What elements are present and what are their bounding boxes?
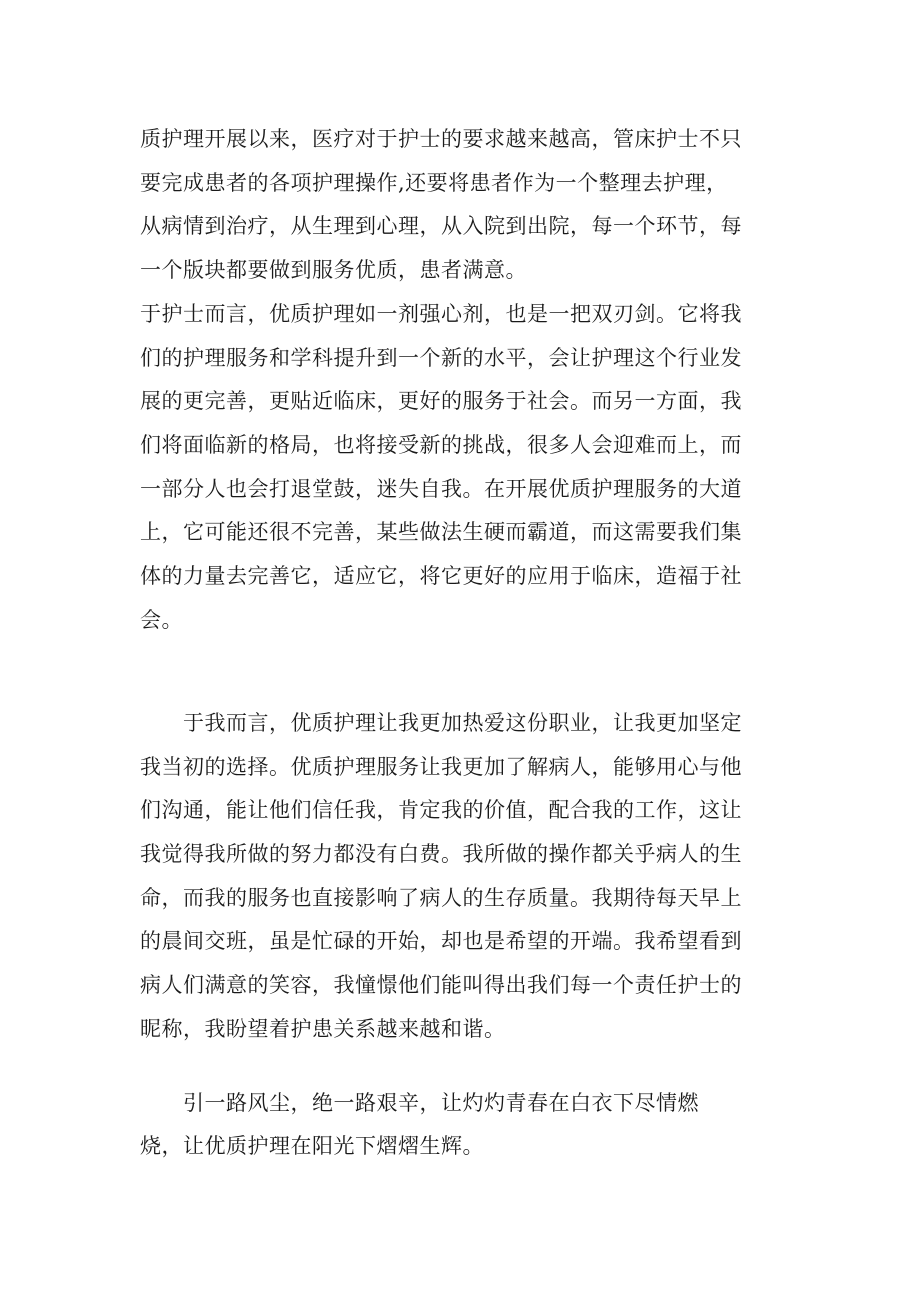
paragraph-for-me [140,702,785,1052]
text-line: 们的护理服务和学科提升到一个新的水平，会让护理这个行业发 [140,345,742,370]
text-line: 质护理开展以来，医疗对于护士的要求越来越高，管床护士不只 [140,127,742,151]
text-line: 烧，让优质护理在阳光下熠熠生辉。 [140,1134,484,1158]
text-line: 上，它可能还很不完善，某些做法生硬而霸道，而这需要我们集 [140,520,742,545]
text-line: 一部分人也会打退堂鼓，迷失自我。在开展优质护理服务的大道 [140,476,742,501]
paragraph-closing [140,1082,785,1168]
text-line: 们将面临新的格局，也将接受新的挑战，很多人会迎难而上，而 [140,433,742,458]
text-line: 于护士而言，优质护理如一剂强心剂，也是一把双刃剑。它将我 [140,302,742,326]
text-line: 病人们满意的笑容，我憧憬他们能叫得出我们每一个责任护士的 [140,973,742,998]
text-line: 引一路风尘，绝一路艰辛，让灼灼青春在白衣下尽情燃 [140,1091,699,1115]
text-line: 昵称，我盼望着护患关系越来越和谐。 [140,1016,506,1041]
text-line: 命，而我的服务也直接影响了病人的生存质量。我期待每天早上 [140,885,742,910]
text-line: 从病情到治疗，从生理到心理，从入院到出院，每一个环节，每 [140,214,742,239]
text-line: 会。 [140,607,183,632]
text-line: 的晨间交班，虽是忙碌的开始，却也是希望的开端。我希望看到 [140,929,742,954]
text-line: 体的力量去完善它，适应它，将它更好的应用于临床，造福于社 [140,564,742,589]
text-line: 我当初的选择。优质护理服务让我更加了解病人，能够用心与他 [140,754,742,779]
text-line: 们沟通，能让他们信任我，肯定我的价值，配合我的工作，这让 [140,798,742,823]
text-line: 要完成患者的各项护理操作,还要将患者作为一个整理去护理， [140,170,728,195]
text-line: 于我而言，优质护理让我更加热爱这份职业，让我更加坚定 [140,711,742,735]
paragraph-quality-care-intro [140,118,785,293]
paragraph-for-nurses [140,293,785,643]
text-line: 我觉得我所做的努力都没有白费。我所做的操作都关乎病人的生 [140,842,742,867]
text-line: 一个版块都要做到服务优质，患者满意。 [140,258,527,283]
text-line: 展的更完善，更贴近临床，更好的服务于社会。而另一方面，我 [140,389,742,414]
